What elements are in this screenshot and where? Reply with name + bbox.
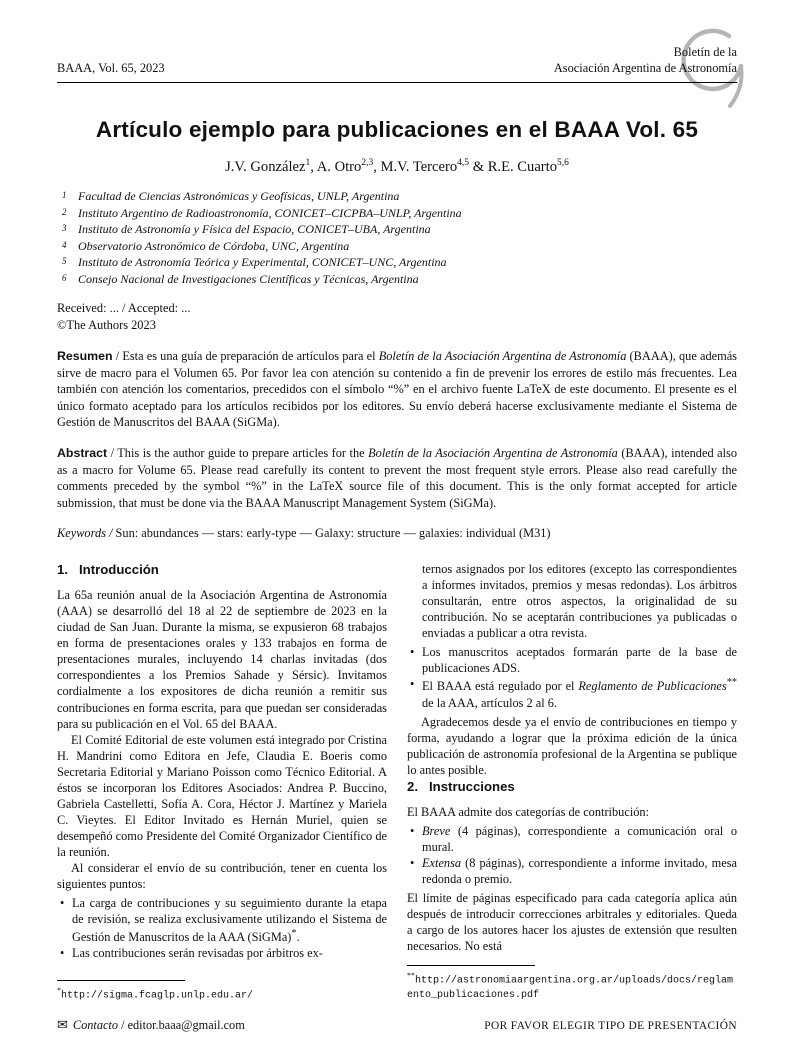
bullet-list: [407, 644, 737, 710]
bulletin-name: [554, 44, 737, 76]
list-item: • Las contribuciones serán revisadas por árbitros ex-: [60, 946, 323, 961]
copyright-line: ©The Authors 2023: [57, 318, 156, 333]
author: A. Otro: [316, 159, 362, 176]
resumen-label: Resumen: [57, 349, 113, 364]
bulletin-name-line1: Boletín de la: [673, 45, 737, 59]
affiliation-item: [57, 271, 737, 288]
page-footer: [57, 1017, 737, 1033]
affiliation-num: 3: [62, 223, 67, 234]
footnote-left: [57, 974, 387, 1003]
bulletin-name-line2: Asociación Argentina de Astronomía: [553, 61, 737, 76]
footnote-rule: [57, 980, 185, 981]
page-header: [57, 44, 737, 83]
paragraph-categories: El BAAA admite dos categorías de contribución:: [407, 804, 650, 819]
envelope-icon: ✉: [57, 1017, 68, 1032]
right-column: [407, 561, 737, 1003]
section-number: 2.: [407, 778, 418, 794]
author-affil-sup: 4,5: [457, 158, 470, 169]
bullet-icon: •: [410, 856, 415, 871]
list-item: • El BAAA está regulado por el Reglamento de Publicaciones** de la AAA, artículos 2 al 6.: [410, 677, 737, 710]
affiliation-item: [57, 254, 737, 271]
section-title: Introducción: [79, 562, 159, 578]
author: J.V. González: [225, 159, 306, 176]
paragraph-intro-3: Al considerar el envío de su contribución, tener en cuenta los siguientes puntos:: [57, 861, 387, 892]
abstract-block: Abstract / This is the author guide to prepare articles for the Boletín de la Asociación Argentina de Astronomía (BAAA), intended also as a macro for Volume 65. Please read carefully its content to prevent the most frequent style errors. Please also read carefully the comments preceded by the symbol “%” in the LaTeX source file of this document. This is the only format accepted for article submission, that must be done via the BAAA Manuscript Management System (SiGMa).: [57, 446, 737, 510]
author-line: J.V. González$^1$, A. Otro$^{2,3}$, M.V. Tercero$^{4,5}$ & R.E. Cuarto$^{5,6}$: [225, 158, 569, 176]
left-column: [57, 561, 387, 1003]
section-title: Instrucciones: [429, 778, 515, 794]
footnote-url-link[interactable]: http://sigma.fcaglp.unlp.edu.ar/: [61, 990, 254, 1001]
affiliation-text: Observatorio Astronómico de Córdoba, UNC, Argentina: [78, 238, 350, 253]
footnote-marker: *: [291, 928, 297, 940]
affiliation-text: Instituto de Astronomía Teórica y Experimental, CONICET–UNC, Argentina: [78, 255, 447, 270]
contact-line: ✉ Contacto / editor.baaa@gmail.com: [57, 1017, 245, 1032]
list-item: • La carga de contribuciones y su seguimiento durante la etapa de revisión, se realiza exclusivamente utilizando el Sistema de Gestión de Manuscritos de la AAA (SiGMa)*.: [60, 896, 387, 945]
bullet-list: [57, 895, 387, 961]
two-column-body: [57, 561, 737, 1003]
affiliation-item: [57, 188, 737, 205]
affiliation-item: [57, 221, 737, 238]
bullet-icon: •: [60, 946, 65, 961]
footnote-marker: **: [726, 677, 737, 689]
list-item: • Los manuscritos aceptados formarán parte de la base de publicaciones ADS.: [410, 645, 737, 676]
paragraph-thanks: Agradecemos desde ya el envío de contribuciones en tiempo y forma, ayudando a lograr que la próxima edición de la única publicación de astronomía profesional de la Argentina se publique lo antes posible.: [407, 714, 737, 777]
contact-label: Contacto: [72, 1018, 118, 1032]
header-rule: [57, 82, 737, 83]
author: M.V. Tercero: [380, 159, 458, 176]
paragraph-intro-1: La 65a reunión anual de la Asociación Argentina de Astronomía (AAA) se desarrolló del 18 al 22 de septiembre de 2023 en la ciudad de San Juan. Durante la misma, se expusieron 68 trabajos en forma de presentaciones orales y 133 trabajos en forma de presentaciones murales, incluyendo 14 charlas invitadas (dos correspondientes a los Premios Sahade y Sérsic). Invitamos cordialmente a los expositores de dicha reunión a remitir sus contribuciones en forma escrita, para que puedan ser consideradas para su publicación en el Vol. 65 del BAAA.: [57, 588, 387, 731]
footnote-marker: *: [57, 985, 61, 995]
footnote-rule: [407, 965, 535, 966]
bullet-icon: •: [410, 677, 415, 692]
paragraph-page-limit: El límite de páginas especificado para cada categoría aplica aún después de introducir correcciones arbitrales y editoriales. Queda a cargo de los autores hacer los ajustes de extensión que resulten necesarios. No está: [407, 891, 737, 954]
affiliation-text: Consejo Nacional de Investigaciones Científicas y Técnicas, Argentina: [78, 271, 419, 286]
journal-name-italic: Boletín de la Asociación Argentina de Astronomía: [378, 349, 627, 364]
affiliation-num: 2: [62, 206, 67, 217]
paragraph-intro-2: El Comité Editorial de este volumen está integrado por Cristina H. Mandrini como Editora en Jefe, Claudia E. Boeris como Secretaria Editorial y Mariano Poisson como Técnico Editorial. A éstos se incorporan los Editores Asociados: Andrea P. Buccino, Gabriela Castelletti, Sofía A. Cora, Héctor J. Martínez y Mariela C. Vieytes. El Editor Invitado es Hernán Muriel, quien se desempeñó como Presidente del Comité Organizador Científico de la reunión.: [57, 732, 387, 859]
list-item: • Breve (4 páginas), correspondiente a comunicación oral o mural.: [410, 823, 737, 855]
bullet-icon: •: [410, 823, 415, 838]
journal-reference: BAAA, Vol. 65, 2023: [57, 61, 165, 76]
keywords-line: Keywords / Sun: abundances — stars: early-type — Galaxy: structure — galaxies: individual (M31): [57, 526, 551, 541]
abstract-label: Abstract: [57, 446, 108, 461]
section-number: 1.: [57, 562, 68, 578]
list-item: • Extensa (8 páginas), correspondiente a informe invitado, mesa redonda o premio.: [410, 856, 737, 887]
paragraph-continuation: ternos asignados por los editores (excepto las correspondientes a informes invitados, premios y mesas redondas). Los árbitros consultarán, entre otros aspectos, la originalidad de su contribución. No se aceptarán contribuciones ya publicadas o enviadas a publicar a otra revista.: [422, 562, 737, 641]
affiliation-num: 6: [62, 272, 67, 283]
author-affil-sup: 1: [305, 158, 311, 169]
presentation-type-note: POR FAVOR ELEGIR TIPO DE PRESENTACIÓN: [484, 1020, 737, 1032]
section-2-heading: [407, 778, 737, 795]
affiliation-num: 5: [62, 256, 67, 267]
footnote-marker: **: [407, 970, 415, 980]
author-affil-sup: 5,6: [557, 158, 569, 169]
affiliation-text: Instituto Argentino de Radioastronomía, CONICET–CICPBA–UNLP, Argentina: [78, 205, 462, 220]
journal-name-italic: Boletín de la Asociación Argentina de Astronomía: [368, 446, 618, 461]
affiliation-text: Facultad de Ciencias Astronómicas y Geofísicas, UNLP, Argentina: [78, 189, 400, 204]
bullet-list: [407, 823, 737, 887]
bullet-icon: •: [60, 896, 65, 911]
keywords-text: Sun: abundances — stars: early-type — Galaxy: structure — galaxies: individual (M31): [115, 526, 551, 541]
author: R.E. Cuarto: [487, 159, 558, 176]
keywords-label: Keywords: [57, 526, 106, 541]
footnote-right: [407, 959, 737, 1003]
contact-email-link[interactable]: editor.baaa@gmail.com: [127, 1018, 245, 1032]
affiliation-list: [57, 188, 737, 287]
footnote-url-link[interactable]: http://astronomiaargentina.org.ar/uploads/docs/reglamento_publicaciones.pdf: [407, 975, 734, 1001]
received-accepted-line: Received: ... / Accepted: ...: [57, 301, 191, 316]
author-affil-sup: 2,3: [361, 158, 374, 169]
resumen-block: Resumen / Esta es una guía de preparación de artículos para el Boletín de la Asociación Argentina de Astronomía (BAAA), que además sirve de macro para el Volumen 65. Por favor lea con atención su contenido a fin de prevenir los errores de estilo más frecuentes. Lea también con atención los comentarios, precedidos con el símbolo “%” en el archivo fuente LaTeX de este documento. El presente es el único formato aceptado para los artículos recibidos por los editores. Su envío deberá hacerse exclusivamente mediante el Sistema de Gestión de Manuscritos del BAAA (SiGMa).: [57, 349, 737, 430]
affiliation-item: [57, 238, 737, 255]
affiliation-item: [57, 205, 737, 222]
article-title: Artículo ejemplo para publicaciones en el BAAA Vol. 65: [95, 117, 699, 143]
affiliation-num: 1: [62, 190, 67, 201]
affiliation-text: Instituto de Astronomía y Física del Espacio, CONICET–UBA, Argentina: [78, 222, 431, 237]
section-1-heading: [57, 561, 387, 578]
bullet-icon: •: [410, 645, 415, 660]
affiliation-num: 4: [62, 239, 67, 250]
